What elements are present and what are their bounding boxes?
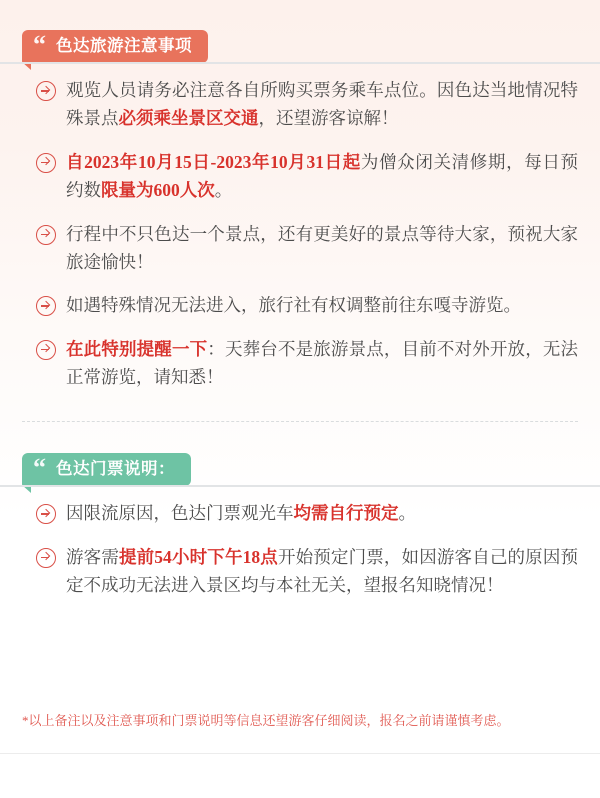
arrow-circle-icon [36,81,56,101]
list-item [22,324,578,396]
arrow-circle-icon [36,225,56,245]
item-text: 行程中不只色达一个景点，还有更美好的景点等待大家，预祝大家旅途愉快！ [66,223,578,272]
quote-icon: “ [33,30,47,59]
quote-icon: “ [33,453,47,483]
item-text-emphasis: 在此特别提醒一下 [66,338,208,359]
item-text: 。 [214,180,233,201]
section-heading-wrap-ticket-notes [22,453,191,486]
section-heading-travel-notes [22,30,208,63]
arrow-circle-icon [36,296,56,316]
list-item [22,488,578,531]
item-text: 因限流原因，色达门票观光车 [66,503,294,524]
list-item [22,137,578,209]
arrow-circle-icon [36,153,56,173]
item-text: 游客需 [66,546,119,567]
list-item [22,280,578,323]
section-heading-wrap-travel-notes [22,30,208,63]
heading-underline [0,62,600,64]
ticket-notes-list [0,488,600,603]
list-item [22,209,578,281]
divider-spacer [0,423,600,453]
heading-underline [0,485,600,487]
arrow-circle-icon [36,504,56,524]
section-heading-label: 色达门票说明： [56,460,175,479]
item-text-emphasis: 限量为600人次 [101,180,215,201]
section-heading-label: 色达旅游注意事项 [56,37,192,55]
footer-rule [0,753,600,754]
item-text: 开始预定门票，如因游客自己的原因预定不成功无法进入景区均与本社无关，望报名知晓情况！ [66,546,579,596]
item-text-emphasis: 自2023年10月15日-2023年10月31日起 [66,151,361,172]
list-item [22,65,578,137]
item-text: ：天葬台不是旅游景点，目前不对外开放，无法正常游览，请知悉！ [66,338,579,387]
item-text: 为僧众闭关清修期，每日预约数 [66,151,579,201]
section-heading-ticket-notes [22,453,191,486]
arrow-circle-icon [36,340,56,360]
section-ticket-notes [0,453,600,603]
item-text-emphasis: 必须乘坐景区交通 [118,108,259,129]
section-travel-notes [0,30,600,395]
arrow-circle-icon [36,548,56,568]
top-spacer [0,0,600,30]
item-text-emphasis: 均需自行预定 [293,503,399,524]
travel-notes-list [0,65,600,395]
item-text: 如遇特殊情况无法进入，旅行社有权调整前往东嘎寺游览。 [66,295,521,316]
item-text: ，还望游客谅解！ [258,108,399,129]
item-text-emphasis: 提前54小时下午18点 [118,546,278,567]
list-item [22,532,578,604]
item-text: 观览人员请务必注意各自所购买票务乘车点位。因色达当地情况特殊景点 [66,80,578,129]
item-text: 。 [398,503,416,524]
footnote: *以上备注以及注意事项和门票说明等信息还望游客仔细阅读，报名之前请谨慎考虑。 [22,712,510,728]
